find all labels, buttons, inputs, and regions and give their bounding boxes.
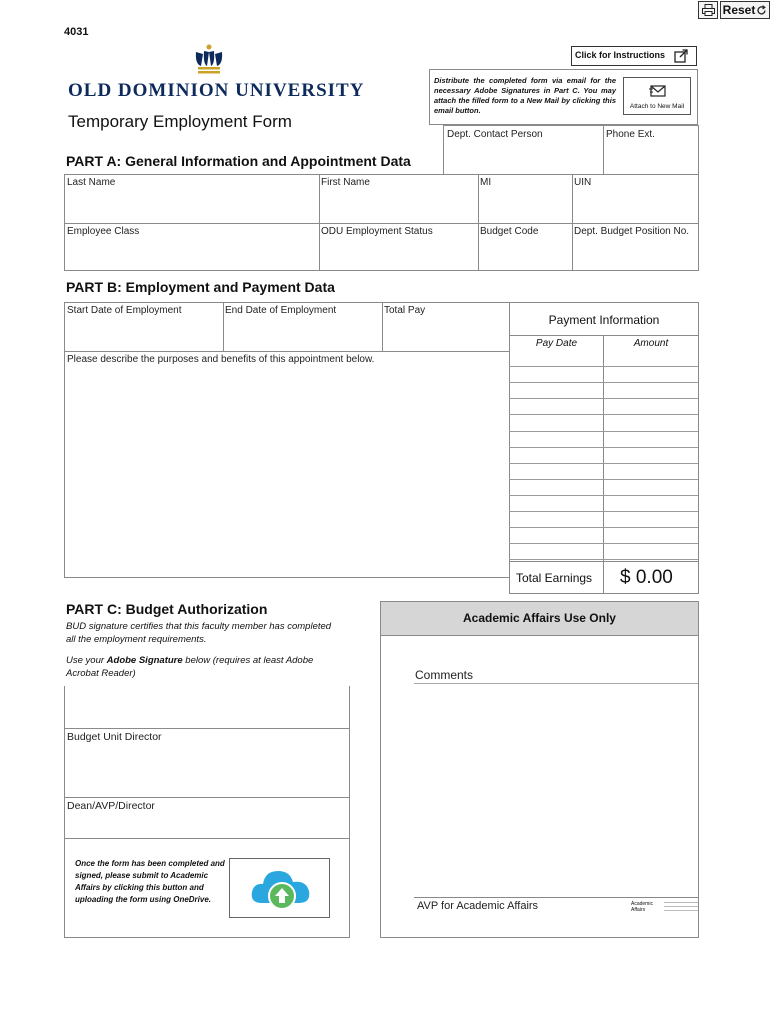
uin-label: UIN [574,177,592,188]
amount-field[interactable] [604,528,697,542]
total-pay-field[interactable] [384,318,508,350]
instructions-button[interactable] [571,46,697,66]
budget-code-label: Budget Code [480,226,539,237]
envelope-icon [649,84,667,98]
last-name-field[interactable] [66,190,318,222]
total-earnings-value: $ 0.00 [620,567,673,588]
payment-info-title: Payment Information [548,313,660,327]
employment-status-field[interactable] [321,239,477,269]
part-b-left [64,302,510,578]
amount-field[interactable] [604,544,697,558]
pay-date-field[interactable] [510,464,602,478]
use-suffix: below (requires at least Adobe Acrobat Reader) [66,655,314,679]
amount-field[interactable] [604,399,697,413]
end-date-field[interactable] [225,318,381,350]
amount-field[interactable] [604,351,697,365]
form-number: 4031 [64,26,89,38]
adobe-signature-note [66,654,346,680]
reset-button[interactable] [720,1,770,19]
describe-label: Please describe the purposes and benefits of this appointment below. [67,354,375,365]
pay-date-field[interactable] [510,512,602,526]
amount-field[interactable] [604,415,697,429]
printer-icon [702,4,715,16]
academic-affairs-box [380,601,699,938]
onedrive-note: Once the form has been completed and signed, please submit to Academic Affairs by clicking this button and uploading the form using OneDrive. [75,859,225,904]
mi-label: MI [480,177,492,188]
amount-field[interactable] [604,367,697,381]
amount-field[interactable] [604,496,697,510]
describe-textarea[interactable] [66,367,512,579]
position-no-field[interactable] [574,239,697,269]
university-name: OLD DOMINION UNIVERSITY [68,80,365,101]
total-earnings-box [509,561,699,594]
first-name-label: First Name [321,177,370,188]
dept-contact-label: Dept. Contact Person [447,129,543,140]
pay-date-field[interactable] [510,496,602,510]
pay-date-field[interactable] [510,415,602,429]
budget-code-field[interactable] [480,239,571,269]
crown-icon [192,44,226,74]
onedrive-upload-button[interactable] [229,858,330,918]
comments-label: Comments [415,668,474,682]
academic-affairs-title: Academic Affairs Use Only [463,611,616,625]
signature-area [64,686,350,938]
distribute-box [429,69,698,125]
pay-date-field[interactable] [510,351,602,365]
amount-field[interactable] [604,512,697,526]
academic-affairs-header [381,602,698,636]
refresh-icon [756,5,767,16]
last-name-label: Last Name [67,177,116,188]
adobe-signature-text: Adobe Signature [106,655,183,666]
phone-ext-label: Phone Ext. [606,129,655,140]
pay-date-field[interactable] [510,367,602,381]
start-date-field[interactable] [66,318,222,350]
amount-field[interactable] [604,432,697,446]
part-a-title: PART A: General Information and Appointment Data [66,153,411,169]
dept-contact-field[interactable] [445,142,602,173]
uin-field[interactable] [574,190,697,222]
bud-note: BUD signature certifies that this faculty member has completed all the employment requirements. [66,621,332,645]
distribute-text: Distribute the completed form via email for the necessary Adobe Signatures in Part C. You may attach the filled form to a New Mail by clicking this email button. [434,76,616,115]
external-link-icon [674,49,689,63]
pay-date-field[interactable] [510,383,602,397]
budget-director-label: Budget Unit Director [67,731,162,743]
phone-ext-field[interactable] [605,142,697,173]
attach-mail-button[interactable] [623,77,691,115]
amount-field[interactable] [604,464,697,478]
amount-field[interactable] [604,480,697,494]
use-prefix: Use your [66,655,107,666]
payment-row-divider [509,559,698,560]
dean-label: Dean/AVP/Director [67,800,155,812]
first-name-field[interactable] [321,190,477,222]
part-c-title: PART C: Budget Authorization [66,601,268,617]
end-date-label: End Date of Employment [225,305,337,316]
pay-date-header: Pay Date [535,338,578,349]
amount-field[interactable] [604,383,697,397]
reset-label: Reset [722,3,756,17]
form-title: Temporary Employment Form [68,112,292,131]
stamp-lines [664,902,698,911]
print-button[interactable] [698,1,718,19]
comments-field[interactable] [415,686,701,890]
pay-date-field[interactable] [510,448,602,462]
cloud-upload-icon [248,865,314,913]
amount-header: Amount [633,338,669,349]
mi-field[interactable] [480,190,571,222]
total-earnings-label: Total Earnings [516,571,593,585]
contact-box [443,125,699,175]
pay-date-field[interactable] [510,528,602,542]
employment-status-label: ODU Employment Status [321,226,433,237]
employee-class-label: Employee Class [67,226,140,237]
avp-label: AVP for Academic Affairs [417,900,539,912]
employee-class-field[interactable] [66,239,318,269]
start-date-label: Start Date of Employment [67,305,182,316]
pay-date-field[interactable] [510,480,602,494]
part-b-title: PART B: Employment and Payment Data [66,279,335,295]
amount-field[interactable] [604,448,697,462]
pay-date-field[interactable] [510,432,602,446]
dean-signature-field[interactable] [65,746,349,797]
part-a-grid [64,174,699,271]
total-pay-label: Total Pay [384,305,426,316]
position-no-label: Dept. Budget Position No. [574,226,690,237]
budget-director-signature-field[interactable] [65,686,349,728]
attach-mail-label: Attach to New Mail [629,103,685,110]
pay-date-field[interactable] [510,399,602,413]
instructions-label: Click for Instructions [575,50,666,60]
academic-affairs-stamp: Academic Affairs [631,901,653,913]
pay-date-field[interactable] [510,544,602,558]
